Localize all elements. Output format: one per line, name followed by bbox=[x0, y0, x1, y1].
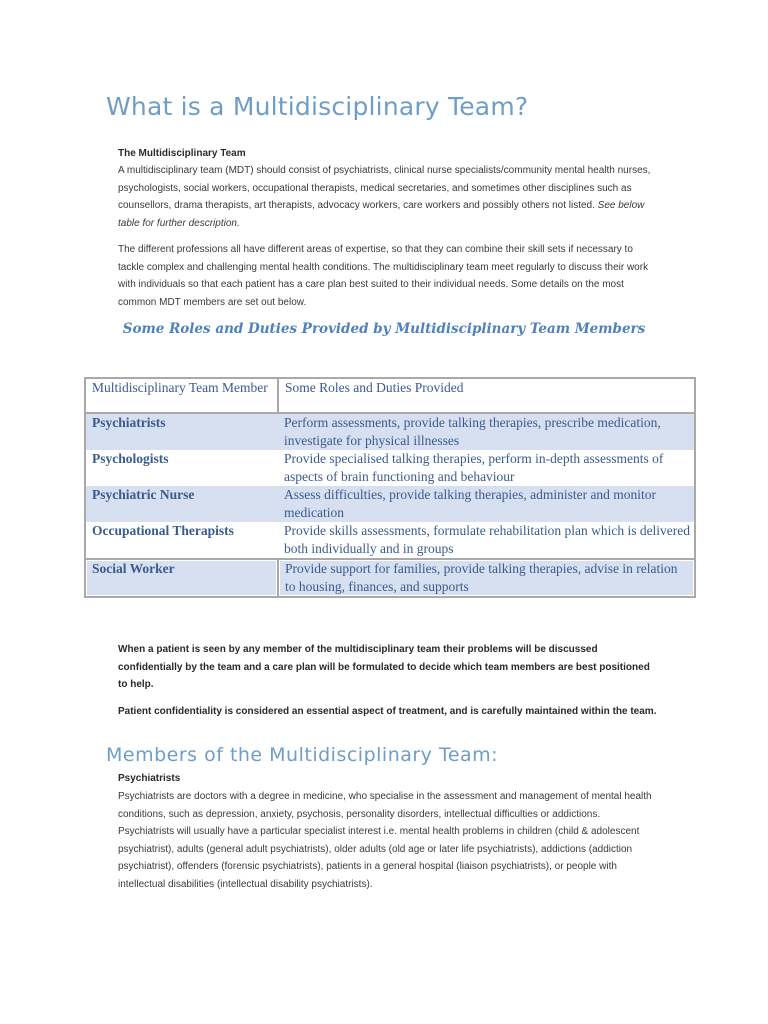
table-row bbox=[85, 522, 695, 559]
table-cell-member: Psychiatrists bbox=[85, 413, 278, 450]
table-cell-member: Psychologists bbox=[85, 450, 278, 486]
table-row bbox=[85, 450, 695, 486]
roles-table bbox=[84, 377, 696, 598]
intro-paragraph-2: The different professions all have different areas of expertise, so that they can combine their skill sets if necessary to tackle complex and challenging mental health conditions. The multidisciplinary team meet regularly to discuss their work with individuals so that each patient has a care plan best suited to their individual needs. Some details on the most common MDT members are set out below. bbox=[118, 244, 649, 308]
table-cell-duties: Provide specialised talking therapies, perform in-depth assessments of aspects of brain functioning and behaviour bbox=[278, 450, 695, 486]
table-cell-duties: Provide support for families, provide talking therapies, advise in relation to housing, finances, and supports bbox=[278, 559, 695, 597]
psychiatrists-heading: Psychiatrists bbox=[118, 773, 181, 784]
table-row bbox=[85, 559, 695, 597]
table-cell-duties: Perform assessments, provide talking therapies, prescribe medication, investigate for physical illnesses bbox=[278, 413, 695, 450]
table-cell-member: Social Worker bbox=[85, 559, 278, 597]
table-header-member: Multidisciplinary Team Member bbox=[85, 378, 278, 413]
table-cell-member: Occupational Therapists bbox=[85, 522, 278, 559]
intro-heading: The Multidisciplinary Team bbox=[118, 148, 246, 159]
page-title: What is a Multidisciplinary Team? bbox=[106, 92, 529, 121]
members-heading: Members of the Multidisciplinary Team: bbox=[106, 744, 499, 766]
table-cell-duties: Assess difficulties, provide talking therapies, administer and monitor medication bbox=[278, 486, 695, 522]
psychiatrists-paragraph: Psychiatrists are doctors with a degree in medicine, who specialise in the assessment and management of mental health conditions, such as depression, anxiety, psychosis, personality disorders, intellectual difficulties or addictions. Psychiatrists will usually have a particular specialist interest i.e. mental health problems in children (child & adolescent psychiatrist), adults (general adult psychiatrists), older adults (old age or later life psychiatrists), addictions (addiction psychiatrist), offenders (forensic psychiatrists), patients in a general hospital (liaison psychiatrists), or people with intellectual disabilities (intellectual disability psychiatrists). bbox=[118, 791, 652, 890]
intro-paragraph-1-text: A multidisciplinary team (MDT) should consist of psychiatrists, clinical nurse specialists/community mental health nurses, psychologists, social workers, occupational therapists, medical secretaries, and sometimes other disciplines such as counsellors, drama therapists, art therapists, advocacy workers, care workers and possibly others not listed. bbox=[118, 165, 651, 212]
table-title: Some Roles and Duties Provided by Multidisciplinary Team Members bbox=[122, 321, 646, 337]
table-cell-member: Psychiatric Nurse bbox=[85, 486, 278, 522]
notes-paragraph-2: Patient confidentiality is considered an essential aspect of treatment, and is carefully maintained within the team. bbox=[118, 706, 657, 717]
intro-paragraph-1 bbox=[118, 162, 658, 232]
intro-paragraph-1-note: See below table for further description. bbox=[118, 200, 645, 229]
table-header-row bbox=[85, 378, 695, 413]
table-cell-duties: Provide skills assessments, formulate rehabilitation plan which is delivered both individually and in groups bbox=[278, 522, 695, 559]
table-header-duties: Some Roles and Duties Provided bbox=[278, 378, 695, 413]
table-row bbox=[85, 413, 695, 450]
notes-paragraph-1: When a patient is seen by any member of the multidisciplinary team their problems will be discussed confidentially by the team and a care plan will be formulated to decide which team members are best positioned to help. bbox=[118, 644, 650, 691]
table-row bbox=[85, 486, 695, 522]
